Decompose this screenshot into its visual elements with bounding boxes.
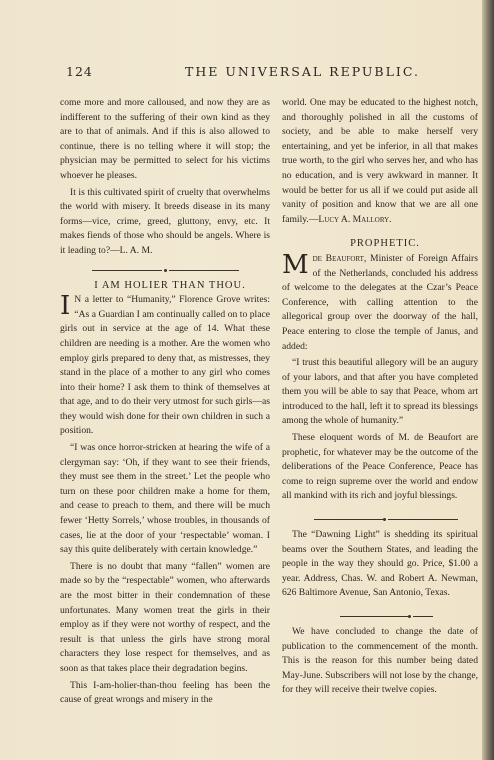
page-header	[0, 64, 494, 84]
right-paragraph-1	[282, 96, 478, 227]
right-paragraph-3: “I trust this beautiful allegory will be an augury of your labors, and that after you have completed them you will be able to say that Peace, whom art introduced to the hall, left it to spread its blessings among the whole of humanity.”	[282, 357, 478, 427]
section-divider	[60, 265, 270, 275]
right-paragraph-4: These eloquent words of M. de Beaufort are prophetic, for whatever may be the outcome of the deliberations of the Peace Conference, Peace has come to reign supreme over the world and endow all mankind with its rich and joyful blessings.	[282, 432, 478, 502]
lead-name: de Beaufort,	[312, 252, 367, 264]
running-title: THE UNIVERSAL REPUBLIC.	[185, 64, 420, 79]
left-column	[60, 96, 270, 708]
page-number: 124	[66, 64, 93, 79]
book-spine	[482, 0, 494, 760]
drop-cap: I	[60, 291, 71, 322]
left-paragraph-3: N a letter to “Humanity,” Florence Grove writes: “As a Guardian I am continually called on to place girls out in service at the age of 14. What these children are needing is a mother. Are the women who employ girls prepared to deny that, as mistresses, they stand in the place of a mother to any girl who comes into their home? I ask them to think of themselves at that age, and to do their very utmost for such girls—as they would wish done for their own children in such a position.	[60, 294, 270, 437]
right-paragraph-6: We have concluded to change the date of publication to the commencement of the month. This is the reason for this number being dated May-June. Subscribers will not lose by the change, for they will receive their twelve copies.	[282, 626, 478, 696]
left-paragraph-4: “I was once horror-stricken at hearing the wife of a clergyman say: ‘Oh, if they want to see their friends, they must see them in the street.’ Let the people who turn on these poor children make a home for them, and cease to preach to them, and there will be much fewer ‘Hetty Sorrels,’ whose troubles, in thousands of cases, lie at the door of your ‘respectable’ woman. I say this quite deliberately with certain knowledge.”	[60, 442, 270, 556]
right-paragraph-5: The “Dawning Light” is shedding its spiritual beams over the Southern States, and leading the people in the way they should go. Price, $1.00 a year. Address, Chas. W. and Robert A. Newman, 626 Baltimore Avenue, San Antonio, Texas.	[282, 529, 478, 599]
signature: Lucy A. Mallory.	[318, 213, 392, 225]
section-heading-holier: I AM HOLIER THAN THOU.	[94, 279, 246, 291]
left-paragraph-5: There is no doubt that many “fallen” women are made so by the “respectable” women, who afterwards are the most bitter in their condemnation of these unfortunates. Many women treat the girls in their employ as if they were not worthy of respect, and the result is that unless the girls have strong moral characters they lose respect for themselves, and as soon as that takes place their degradation begins.	[60, 560, 270, 674]
section-divider	[282, 514, 478, 524]
left-paragraph-6: This I-am-holier-than-thou feeling has been the cause of great wrongs and misery in the	[60, 679, 270, 706]
right-paragraph-2	[282, 249, 478, 354]
section-divider	[282, 611, 478, 621]
drop-cap: M	[282, 249, 309, 280]
article-prophetic	[282, 249, 478, 354]
right-paragraph-1-text: world. One may be educated to the highest notch, and thoroughly polished in all the customs of society, and be able to make herself very entertaining, and yet be inferior, in all that makes true worth, to the girl who serves her, and who has no education, and is very awkward in manner. It would be better for us all if we could put aside all vanity of position and know that we are all one family.—	[282, 97, 478, 225]
section-heading-prophetic: PROPHETIC.	[350, 238, 420, 250]
right-paragraph-2-text: Minister of Foreign Affairs of the Netherlands, concluded his address of welcome to the delegates at the Czar’s Peace Conference, with calling attention to the allegorical group over the doorway of the hall, Peace entering to close the temple of Janus, and added:	[282, 252, 478, 352]
article-holier	[60, 293, 270, 439]
left-paragraph-1: come more and more calloused, and now they are as indifferent to the suffering of their own kind as they are to that of animals. And if this is also allowed to continue, there is no telling where it will stop; the physician may be permitted to select for his victims whoever he pleases.	[60, 97, 270, 181]
right-column	[282, 96, 478, 698]
left-paragraph-2: It is this cultivated spirit of cruelty that overwhelms the world with misery. It breeds disease in its many forms—vice, crime, greed, gluttony, envy, etc. It makes fiends of those who should be angels. Where is it leading to?—L. A. M.	[60, 186, 270, 256]
